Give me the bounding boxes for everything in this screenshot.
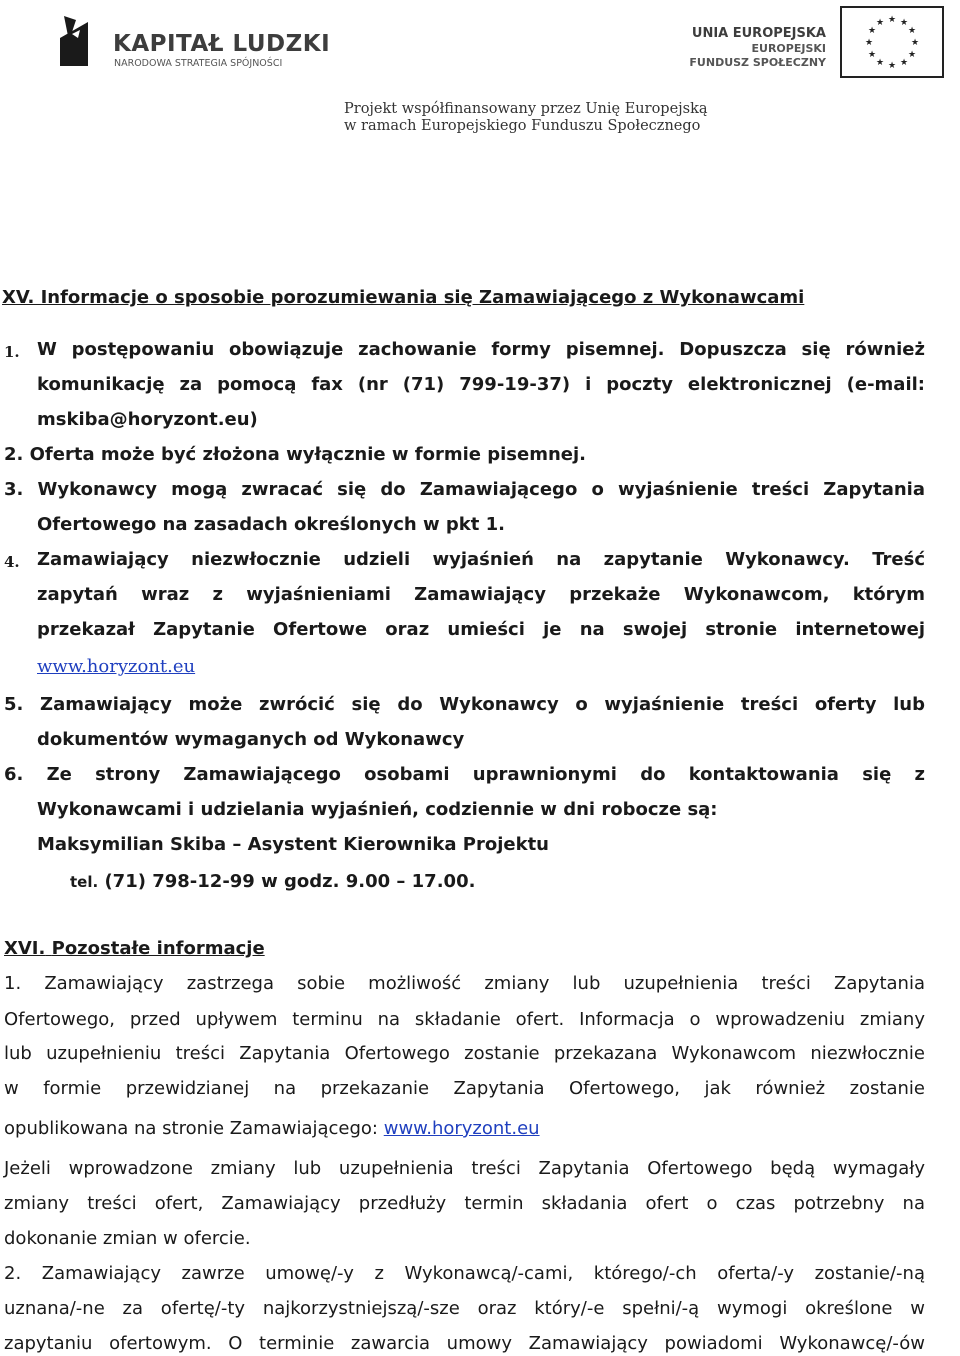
svg-text:★: ★: [875, 58, 885, 68]
cofinancing-line2: w ramach Europejskiego Funduszu Społecznego: [344, 118, 701, 134]
svg-text:★: ★: [864, 38, 874, 48]
section-xvi-item1-line5: [4, 1117, 540, 1141]
kapital-ludzki-subtitle: NARODOWA STRATEGIA SPÓJNOŚCI: [114, 58, 283, 69]
section-xv-item4-line2: zapytań wraz z wyjaśnieniami Zamawiający przekaże Wykonawcom, którym: [37, 584, 925, 605]
contact-person: Maksymilian Skiba – Asystent Kierownika Projektu: [37, 834, 549, 855]
section-xv-item2: 2. Oferta może być złożona wyłącznie w formie pisemnej.: [4, 444, 587, 465]
section-xvi-title: Pozostałe informacje: [51, 938, 265, 959]
page-header: [0, 0, 960, 150]
section-xv-item4-line3: przekazał Zapytanie Ofertowe oraz umieści je na swojej stronie internetowej: [37, 619, 925, 640]
contact-phone-value: (71) 798-12-99 w godz. 9.00 – 17.00.: [98, 871, 476, 892]
section-xv-item6-line1: 6. Ze strony Zamawiającego osobami uprawnionymi do kontaktowania się z: [4, 764, 925, 785]
svg-text:★: ★: [899, 18, 909, 28]
section-xvi-item1-line6: Jeżeli wprowadzone zmiany lub uzupełnienia treści Zapytania Ofertowego będą wymagały: [4, 1158, 925, 1179]
eu-fund-line2: FUNDUSZ SPOŁECZNY: [689, 56, 826, 69]
section-xvi-item1-line7: zmiany treści ofert, Zamawiający przedłuży termin składania ofert o czas potrzebny na: [4, 1193, 925, 1214]
svg-text:★: ★: [899, 58, 909, 68]
section-xv-item5-line2: dokumentów wymaganych od Wykonawcy: [37, 729, 465, 750]
svg-text:★: ★: [907, 26, 917, 36]
section-xvi-item1-line5-text: opublikowana na stronie Zamawiającego:: [4, 1118, 384, 1139]
section-xvi-item1-line4: w formie przewidzianej na przekazanie Zapytania Ofertowego, jak również zostanie: [4, 1078, 925, 1099]
kapital-ludzki-logo: [58, 8, 331, 72]
svg-text:★: ★: [867, 50, 877, 60]
section-xv-item4-line1: Zamawiający niezwłocznie udzieli wyjaśnień na zapytanie Wykonawcy. Treść: [37, 549, 925, 570]
cofinancing-line1: Projekt współfinansowany przez Unię Europejską: [344, 101, 708, 117]
eu-fund-line1: EUROPEJSKI: [751, 42, 826, 55]
svg-text:★: ★: [910, 38, 920, 48]
svg-text:★: ★: [875, 18, 885, 28]
svg-text:★: ★: [867, 26, 877, 36]
section-xvi-heading: [4, 937, 265, 961]
section-xv-item4-number: 4.: [4, 553, 20, 571]
section-xvi-item1-line2: Ofertowego, przed upływem terminu na składanie ofert. Informacja o wprowadzeniu zmiany: [4, 1009, 925, 1030]
section-xv-item1-line3: mskiba@horyzont.eu): [37, 409, 258, 430]
svg-text:★: ★: [887, 15, 897, 25]
horyzont-website-link-2[interactable]: www.horyzont.eu: [383, 1118, 540, 1139]
section-xv-item1-number: 1.: [4, 343, 20, 361]
section-xvi-item2-line2: uznana/-ne za ofertę/-ty najkorzystniejszą/-sze oraz który/-e spełni/-ą wymogi określone w: [4, 1298, 925, 1319]
section-xvi-item1-line1: 1. Zamawiający zastrzega sobie możliwość zmiany lub uzupełnienia treści Zapytania: [4, 973, 925, 994]
section-xv-item1-line2: komunikację za pomocą fax (nr (71) 799-19-37) i poczty elektronicznej (e-mail:: [37, 374, 925, 395]
section-xv-item3-line1: 3. Wykonawcy mogą zwracać się do Zamawiającego o wyjaśnienie treści Zapytania: [4, 479, 925, 500]
section-xvi-item2-line3: zapytaniu ofertowym. O terminie zawarcia umowy Zamawiający powiadomi Wykonawcę/-ów: [4, 1333, 925, 1354]
eu-flag-icon: [840, 6, 944, 78]
section-xv-item6-line2: Wykonawcami i udzielania wyjaśnień, codziennie w dni robocze są:: [37, 799, 718, 820]
kapital-ludzki-title: KAPITAŁ LUDZKI: [113, 31, 331, 57]
section-xv-heading: XV. Informacje o sposobie porozumiewania się Zamawiającego z Wykonawcami: [2, 287, 805, 308]
kapital-ludzki-emblem-icon: [58, 8, 108, 68]
svg-text:★: ★: [907, 50, 917, 60]
section-xv-item1-line1: W postępowaniu obowiązuje zachowanie formy pisemnej. Dopuszcza się również: [37, 339, 925, 360]
section-xvi-number: XVI.: [4, 938, 46, 959]
horyzont-website-link[interactable]: www.horyzont.eu: [37, 656, 196, 677]
section-xvi-item1-line8: dokonanie zmian w ofercie.: [4, 1228, 251, 1249]
cofinancing-note: [344, 101, 708, 135]
section-xv-item3-line2: Ofertowego na zasadach określonych w pkt 1.: [37, 514, 505, 535]
contact-phone: [70, 870, 475, 894]
eu-name: UNIA EUROPEJSKA: [691, 26, 826, 41]
section-xv-item5-line1: 5. Zamawiający może zwrócić się do Wykonawcy o wyjaśnienie treści oferty lub: [4, 694, 925, 715]
section-xvi-item1-line3: lub uzupełnieniu treści Zapytania Ofertowego zostanie przekazana Wykonawcom niezwłocznie: [4, 1043, 925, 1064]
svg-text:★: ★: [887, 61, 897, 71]
section-xvi-item2-line1: 2. Zamawiający zawrze umowę/-y z Wykonawcą/-cami, którego/-ch oferta/-y zostanie/-ną: [4, 1263, 925, 1284]
contact-phone-prefix: tel.: [70, 873, 99, 891]
